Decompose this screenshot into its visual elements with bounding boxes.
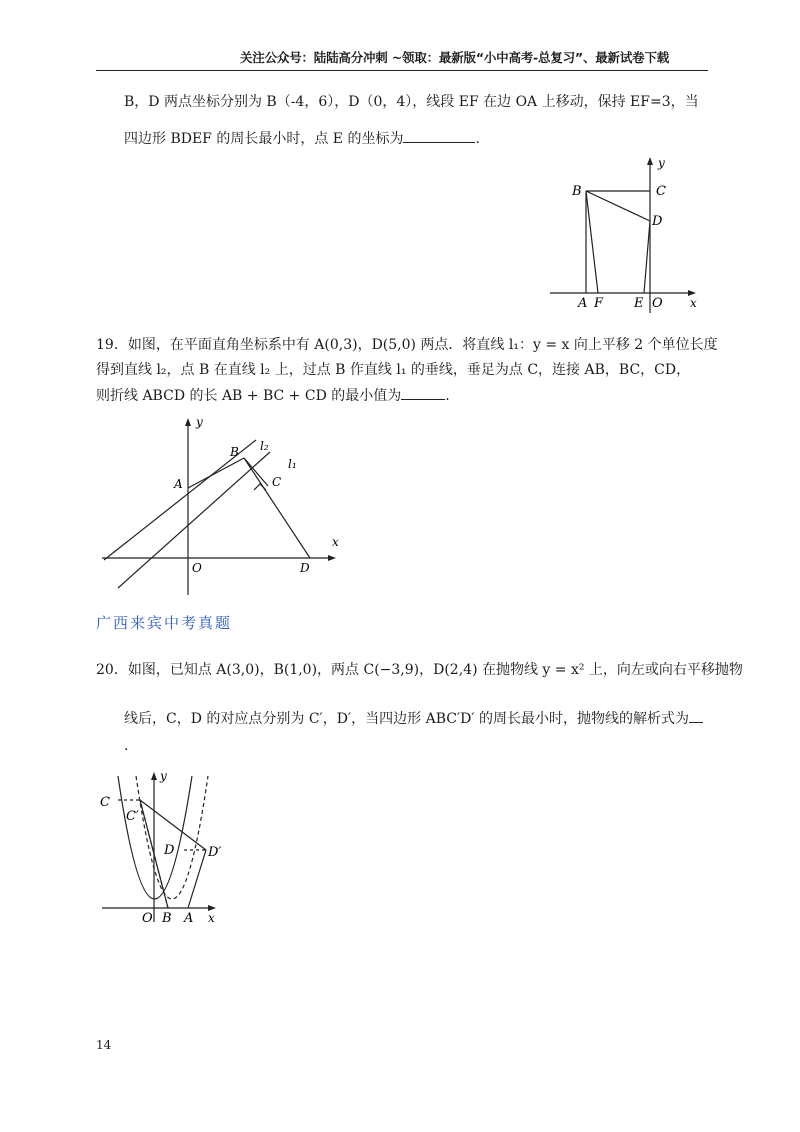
q18-figure [540, 155, 710, 320]
q19-figure [96, 410, 356, 600]
q19-label-o: O [192, 561, 202, 575]
q19-line3 [96, 385, 450, 406]
q20-parabola-shifted [136, 776, 208, 899]
q18-line2-text: 四边形 BDEF 的周长最小时，点 E 的坐标为 [124, 131, 404, 147]
q20-figure [96, 762, 236, 927]
q19-line3-text: 则折线 ABCD 的长 AB + BC + CD 的最小值为 [96, 388, 402, 404]
q18-label-y: y [658, 156, 665, 170]
q20-label-x: x [208, 911, 215, 925]
q20-answer-blank [689, 708, 703, 723]
q20-label-y: y [160, 769, 167, 783]
q20-line2-text: 线后，C，D 的对应点分别为 C′，D′，当四边形 ABC′D′ 的周长最小时，抛物线的解析式为 [124, 711, 689, 727]
q20-label-b: B [162, 911, 172, 926]
q19-label-b: B [230, 445, 239, 459]
page-header: 关注公众号：陆陆高分冲刺 ~领取：最新版“小中高考-总复习”、最新试卷下载 [240, 50, 670, 65]
q20-parabola-original [118, 776, 192, 899]
q18-y-arrow [647, 157, 653, 165]
q19-line2: 得到直线 l₂，点 B 在直线 l₂ 上，过点 B 作直线 l₁ 的垂线，垂足为点 C，连接 AB，BC，CD， [96, 362, 691, 378]
q19-line3-end: . [445, 388, 450, 404]
header-divider [96, 70, 708, 71]
q20-line1: 20．如图，已知点 A(3,0)，B(1,0)，两点 C(−3,9)，D(2,4) 在抛物线 y = x² 上，向左或向右平移抛物 [96, 662, 743, 678]
q19-label-c: C [272, 475, 282, 489]
q18-answer-blank [403, 128, 475, 143]
q18-line2 [124, 128, 480, 149]
q18-label-a: A [578, 296, 588, 311]
q20-label-d: D [164, 843, 175, 858]
q19-x-arrow [328, 555, 336, 561]
q20-label-o: O [142, 911, 153, 926]
q18-segment-bd [586, 191, 650, 221]
q18-segment-bf [586, 191, 598, 293]
q18-label-d: D [652, 214, 663, 229]
q19-label-d: D [300, 561, 310, 575]
q18-segment-de [644, 221, 650, 293]
q20-label-d-prime: D′ [208, 845, 222, 860]
section-heading: 广西来宾中考真题 [96, 614, 233, 632]
q20-label-c: C [100, 795, 110, 810]
q19-answer-blank [401, 385, 445, 400]
q19-label-x: x [332, 535, 339, 549]
q20-segment-d1a [188, 850, 206, 908]
q19-segment-cd [244, 458, 310, 558]
q19-label-l1: l₁ [288, 457, 297, 471]
q18-label-x: x [690, 296, 697, 310]
q19-y-arrow [185, 418, 191, 426]
q20-y-arrow [151, 772, 157, 780]
q20-line2 [124, 708, 703, 729]
q18-label-c: C [656, 184, 666, 199]
q19-label-l2: l₂ [260, 439, 269, 453]
q20-label-a: A [184, 911, 194, 926]
q18-line1: B，D 两点坐标分别为 B（-4，6），D（0，4），线段 EF 在边 OA 上移动，保持 EF=3，当 [124, 94, 699, 110]
page-number: 14 [96, 1038, 112, 1052]
q18-label-o: O [652, 296, 663, 311]
q19-label-y: y [196, 415, 203, 429]
q18-label-b: B [572, 184, 582, 199]
q18-label-e: E [634, 296, 644, 311]
q18-line2-end: . [475, 131, 480, 147]
q19-label-a: A [174, 477, 183, 491]
q20-label-c-prime: C′ [126, 809, 139, 824]
q18-label-f: F [594, 296, 604, 311]
q19-line1: 19．如图，在平面直角坐标系中有 A(0,3)，D(5,0) 两点．将直线 l₁：y = x 向上平移 2 个单位长度 [96, 337, 718, 353]
q20-line3: . [124, 738, 129, 754]
